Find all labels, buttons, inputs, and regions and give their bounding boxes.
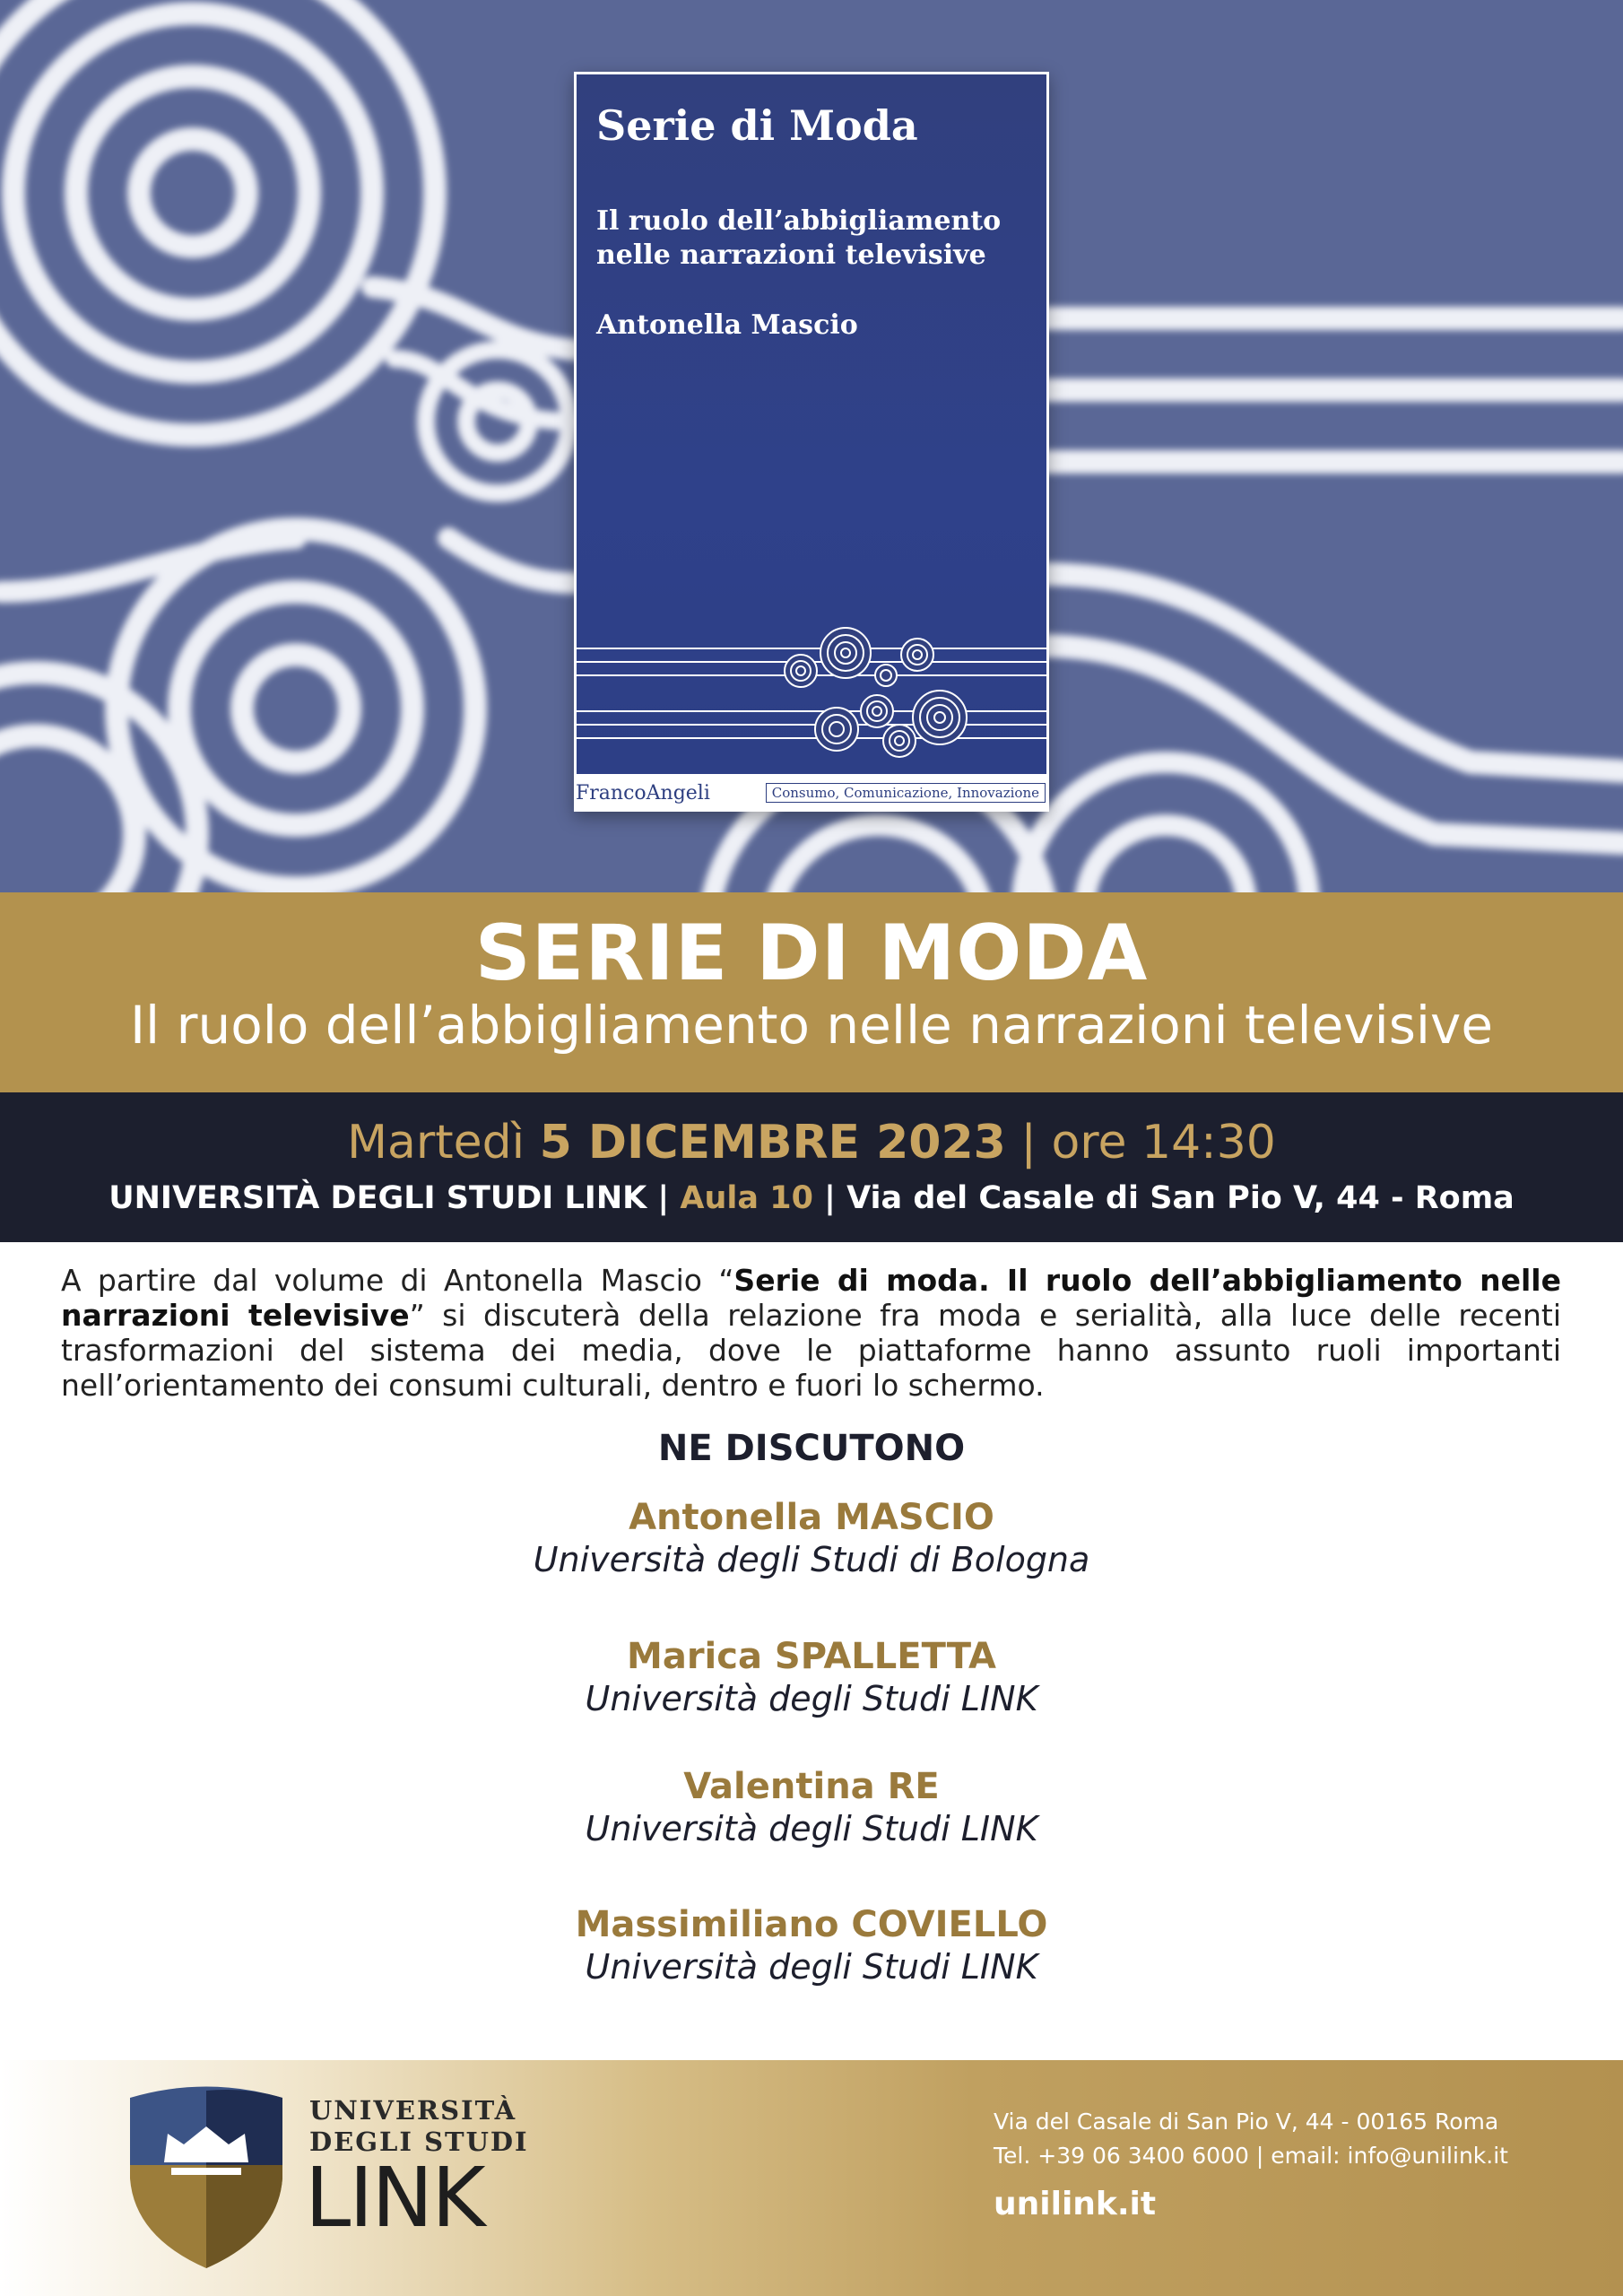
speaker-item	[0, 1765, 1623, 1849]
event-date: 5 DICEMBRE 2023	[539, 1116, 1006, 1170]
contact-address: Via del Casale di San Pio V, 44 - 00165 Roma	[994, 2109, 1499, 2135]
speaker-name: Marica SPALLETTA	[627, 1636, 996, 1677]
logo-text-universita: UNIVERSITÀ	[309, 2095, 517, 2126]
book-collection: Consumo, Comunicazione, Innovazione	[766, 783, 1046, 803]
hero-banner	[0, 0, 1623, 892]
speaker-name: Antonella MASCIO	[629, 1497, 994, 1538]
footer	[0, 2060, 1623, 2296]
website-link[interactable]: unilink.it	[994, 2186, 1157, 2222]
book-cover	[574, 72, 1049, 812]
book-cover-front	[577, 74, 1046, 774]
event-address: | Via del Casale di San Pio V, 44 - Roma	[824, 1180, 1515, 1216]
speaker-name: Valentina RE	[683, 1766, 940, 1807]
intro-text-end: ” si discuterà della relazione fra moda e serialità, alla luce delle recenti trasformazioni del sistema dei media, dove le piattaforme hanno assunto ruoli importanti nell’orientamento dei consumi culturali, dentro e fuori lo schermo.	[61, 1298, 1561, 1403]
discussants-heading: NE DISCUTONO	[657, 1428, 966, 1469]
contact-phone-email: Tel. +39 06 3400 6000 | email: info@unilink.it	[994, 2143, 1508, 2169]
intro-text-start: A partire dal volume di Antonella Mascio “	[61, 1263, 734, 1298]
speaker-affiliation: Università degli Studi di Bologna	[533, 1540, 1090, 1579]
university-shield-logo-icon	[121, 2080, 291, 2273]
event-university: UNIVERSITÀ DEGLI STUDI LINK |	[108, 1180, 670, 1216]
book-subtitle	[596, 204, 1027, 273]
logo-text-link: LINK	[305, 2150, 484, 2246]
speaker-affiliation: Università degli Studi LINK	[585, 1809, 1038, 1848]
book-subtitle-line-1: Il ruolo dell’abbigliamento	[596, 205, 1002, 237]
speaker-item	[0, 1496, 1623, 1580]
logo-text-degli-studi: DEGLI STUDI	[309, 2126, 529, 2157]
book-author: Antonella Mascio	[596, 309, 858, 341]
event-subtitle: Il ruolo dell’abbigliamento nelle narrazioni televisive	[129, 995, 1494, 1056]
speaker-affiliation: Università degli Studi LINK	[585, 1679, 1038, 1718]
book-series-title: Serie di Moda	[596, 101, 918, 150]
event-venue-line	[0, 1180, 1623, 1216]
event-room: Aula 10	[680, 1180, 813, 1216]
speaker-item	[0, 1635, 1623, 1719]
book-publisher: FrancoAngeli	[576, 782, 710, 804]
event-weekday: Martedì	[347, 1116, 525, 1170]
title-band	[0, 892, 1623, 1092]
speaker-name: Massimiliano COVIELLO	[575, 1904, 1048, 1945]
book-subtitle-line-2: nelle narrazioni televisive	[596, 239, 986, 271]
intro-paragraph	[61, 1263, 1561, 1403]
event-time: | ore 14:30	[1020, 1116, 1276, 1170]
speaker-affiliation: Università degli Studi LINK	[585, 1947, 1038, 1987]
event-date-line	[0, 1116, 1623, 1170]
book-circles-artwork	[577, 599, 1046, 770]
event-title: SERIE DI MODA	[474, 909, 1149, 998]
intro-book-title: Serie di moda. Il ruolo dell’abbigliamento nelle narrazioni televisive	[61, 1263, 1561, 1333]
date-band	[0, 1092, 1623, 1242]
speaker-item	[0, 1903, 1623, 1987]
